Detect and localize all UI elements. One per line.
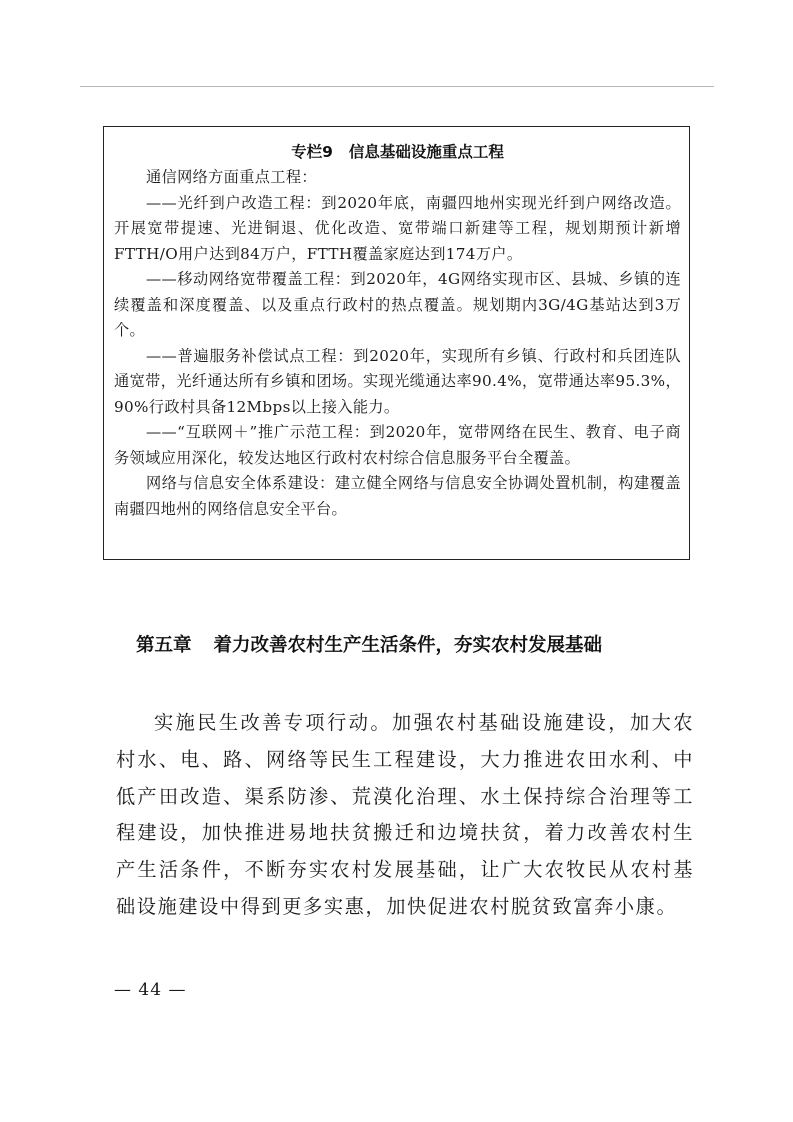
infobox-paragraph-1: 通信网络方面重点工程： [146, 168, 317, 186]
body-paragraph: 实施民生改善专项行动。加强农村基础设施建设，加大农村水、电、路、网络等民生工程建设，大力推进农田水利、中低产田改造、渠系防渗、荒漠化治理、水土保持综合治理等工程建设，加快推进易地扶贫搬迁和边境扶贫，着力改善农村生产生活条件，不断夯实农村发展基础，让广大农牧民从农村基础设施建设中得到更多实惠，加快促进农村脱贫致富奔小康。 [116, 711, 694, 918]
infobox-heading: 信息基础设施重点工程 [348, 143, 504, 161]
page-number: — 44 — [114, 980, 187, 1000]
infobox-column-9 [103, 126, 690, 560]
infobox-paragraph-5: ——“互联网＋”推广示范工程：到2020年，宽带网络在民生、教育、电子商务领域应用深化，较发达地区行政村农村综合信息服务平台全覆盖。 [114, 423, 681, 467]
infobox-paragraph-6: 网络与信息安全体系建设：建立健全网络与信息安全协调处置机制，构建覆盖南疆四地州的网络信息安全平台。 [114, 474, 681, 518]
chapter-title: 着力改善农村生产生活条件，夯实农村发展基础 [213, 635, 603, 656]
infobox-paragraph-3: ——移动网络宽带覆盖工程：到2020年，4G网络实现市区、县城、乡镇的连续覆盖和深度覆盖、以及重点行政村的热点覆盖。规划期内3G/4G基站达到3万个。 [114, 270, 681, 339]
infobox-label: 专栏9 [291, 143, 333, 161]
infobox-paragraph-2: ——光纤到户改造工程：到2020年底，南疆四地州实现光纤到户网络改造。开展宽带提速、光进铜退、优化改造、宽带端口新建等工程，规划期预计新增FTTH/O用户达到84万户，FTTH覆盖家庭达到174万户。 [114, 193, 681, 263]
infobox-paragraph-4: ——普遍服务补偿试点工程：到2020年，实现所有乡镇、行政村和兵团连队通宽带，光纤通达所有乡镇和团场。实现光缆通达率90.4%，宽带通达率95.3%，90%行政村具备12Mbps以上接入能力。 [114, 346, 681, 416]
chapter-number: 第五章 [136, 635, 192, 656]
header-divider [80, 86, 714, 87]
infobox-title [114, 141, 681, 163]
chapter-heading [136, 632, 696, 660]
